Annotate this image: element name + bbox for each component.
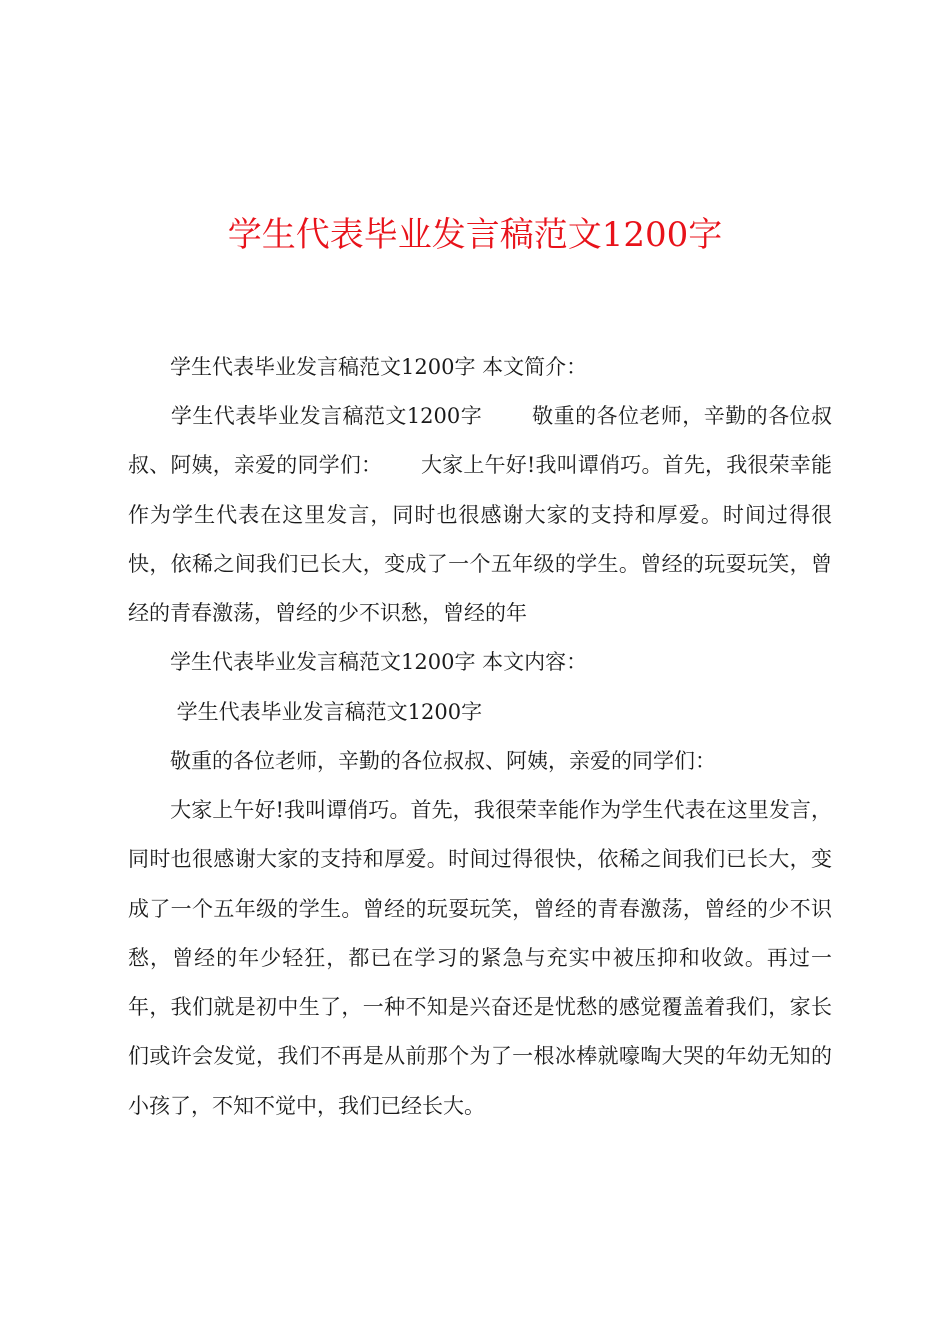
body-paragraph: 大家上午好!我叫谭俏巧。首先，我很荣幸能作为学生代表在这里发言，同时也很感谢大家的支持和厚爱。时间过得很快，依稀之间我们已长大，变成了一个五年级的学生。曾经的玩耍玩笑，曾经的青春激荡，曾经的少不识愁，曾经的年少轻狂，都已在学习的紧急与充实中被压抑和收敛。再过一年，我们就是初中生了，一种不知是兴奋还是忧愁的感觉覆盖着我们，家长们或许会发觉，我们不再是从前那个为了一根冰棒就嚎啕大哭的年幼无知的小孩了，不知不觉中，我们已经长大。 [128, 798, 832, 1118]
document-title: 学生代表毕业发言稿范文1200字 [227, 215, 723, 255]
summary-paragraph: 学生代表毕业发言稿范文1200字 敬重的各位老师，辛勤的各位叔叔、阿姨，亲爱的同学们： 大家上午好!我叫谭俏巧。首先，我很荣幸能作为学生代表在这里发言，同时也很感谢大家的支持和厚爱。时间过得很快，依稀之间我们已长大，变成了一个五年级的学生。曾经的玩耍玩笑，曾经的青春激荡，曾经的少不识愁，曾经的年 [128, 404, 832, 626]
body-title: 学生代表毕业发言稿范文1200字 [128, 700, 483, 724]
content-heading: 学生代表毕业发言稿范文1200字 本文内容： [128, 650, 588, 674]
intro-heading: 学生代表毕业发言稿范文1200字 本文简介： [128, 355, 588, 379]
salutation: 敬重的各位老师，辛勤的各位叔叔、阿姨，亲爱的同学们： [128, 749, 716, 773]
